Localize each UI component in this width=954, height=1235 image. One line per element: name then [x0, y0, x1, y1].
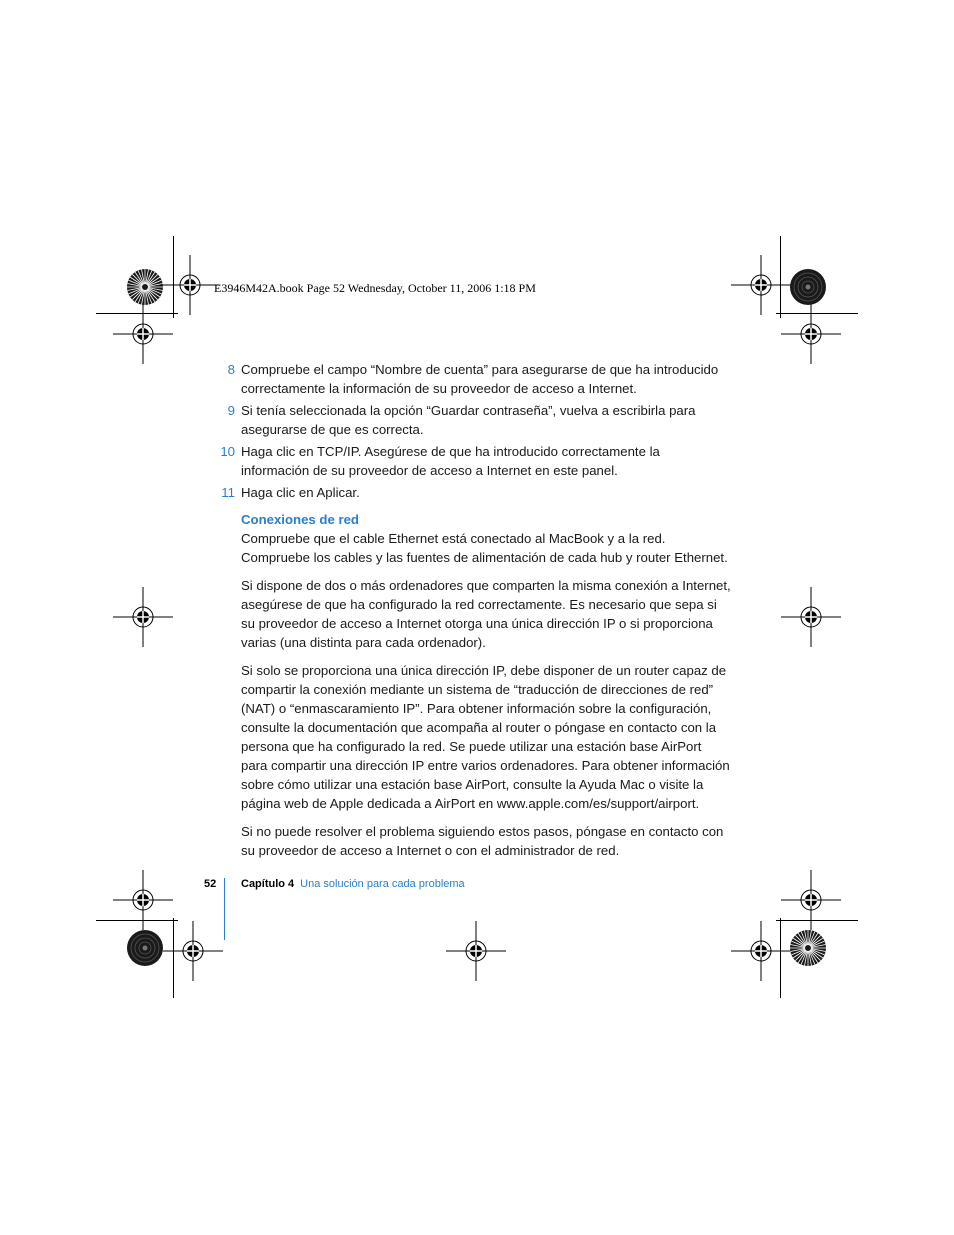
registration-target-right-lower: [781, 870, 841, 930]
paragraph: Si solo se proporciona una única dirección IP, debe disponer de un router capaz de compartir la conexión mediante un sistema de “traducción de direcciones de red” (NAT) o “enmascaramiento IP”. Para obtener información sobre la configuración, consulte la documentación que acompaña al router o póngase en contacto con la persona que ha configurado la red. Se puede utilizar una estación base AirPort para compartir una dirección IP entre varios ordenadores. Para obtener información sobre cómo utilizar una estación base AirPort, consulte la Ayuda Mac o visite la página web de Apple dedicada a AirPort en www.apple.com/es/support/airport.: [241, 663, 730, 811]
registration-target-bottom-right: [731, 921, 791, 981]
starburst-mark-bottom-left: [127, 930, 163, 966]
registration-target-top-left: [160, 255, 220, 315]
registration-target-right-upper: [781, 304, 841, 364]
registration-target-bottom-center: [446, 921, 506, 981]
paragraph: Si dispone de dos o más ordenadores que comparten la misma conexión a Internet, asegúrese de que ha configurado la red correctamente. Es necesario que sepa si su proveedor de acceso a Internet otorga una única dirección IP o si proporciona varias (una distinta para cada ordenador).: [241, 578, 731, 650]
registration-target-left-lower: [113, 870, 173, 930]
step-number: 9: [227, 403, 235, 418]
step-number: 10: [220, 444, 235, 459]
registration-target-top-right: [731, 255, 791, 315]
step-text: Compruebe el campo “Nombre de cuenta” para asegurarse de que ha introducido correctamente la información de su proveedor de acceso a Internet.: [241, 362, 719, 396]
registration-target-right-middle: [781, 587, 841, 647]
page-number: 52: [204, 878, 217, 890]
registration-target-bottom-left: [163, 921, 223, 981]
starburst-mark-bottom-right: [790, 930, 826, 966]
step-number: 11: [221, 485, 235, 500]
step-text: Haga clic en TCP/IP. Asegúrese de que ha introducido correctamente la información de su proveedor de acceso a Internet en este panel.: [241, 444, 660, 478]
starburst-mark-top-right: [790, 269, 826, 305]
network-section: [241, 510, 731, 860]
paragraph: Compruebe que el cable Ethernet está conectado al MacBook y a la red. Compruebe los cables y las fuentes de alimentación de cada hub y router Ethernet.: [241, 531, 728, 565]
starburst-mark-top-left: [127, 269, 163, 305]
step-text: Haga clic en Aplicar.: [241, 485, 360, 500]
step-10: [220, 442, 731, 480]
step-11: [221, 483, 731, 502]
chapter-footer: [241, 878, 465, 890]
step-number: 8: [227, 362, 235, 377]
chapter-title: Una solución para cada problema: [300, 878, 465, 890]
paragraph: Si no puede resolver el problema siguiendo estos pasos, póngase en contacto con su proveedor de acceso a Internet o con el administrador de red.: [241, 824, 724, 858]
step-text: Si tenía seleccionada la opción “Guardar contraseña”, vuelva a escribirla para asegurarse de que es correcta.: [241, 403, 696, 437]
steps-list: [220, 360, 731, 502]
registration-target-left-upper: [113, 304, 173, 364]
section-heading: Conexiones de red: [241, 512, 359, 527]
chapter-label: Capítulo 4: [241, 878, 295, 890]
registration-target-left-middle: [113, 587, 173, 647]
footer-divider: [224, 878, 225, 940]
step-9: [227, 401, 731, 439]
step-8: [227, 360, 731, 398]
print-header: E3946M42A.book Page 52 Wednesday, October 11, 2006 1:18 PM: [214, 281, 536, 295]
